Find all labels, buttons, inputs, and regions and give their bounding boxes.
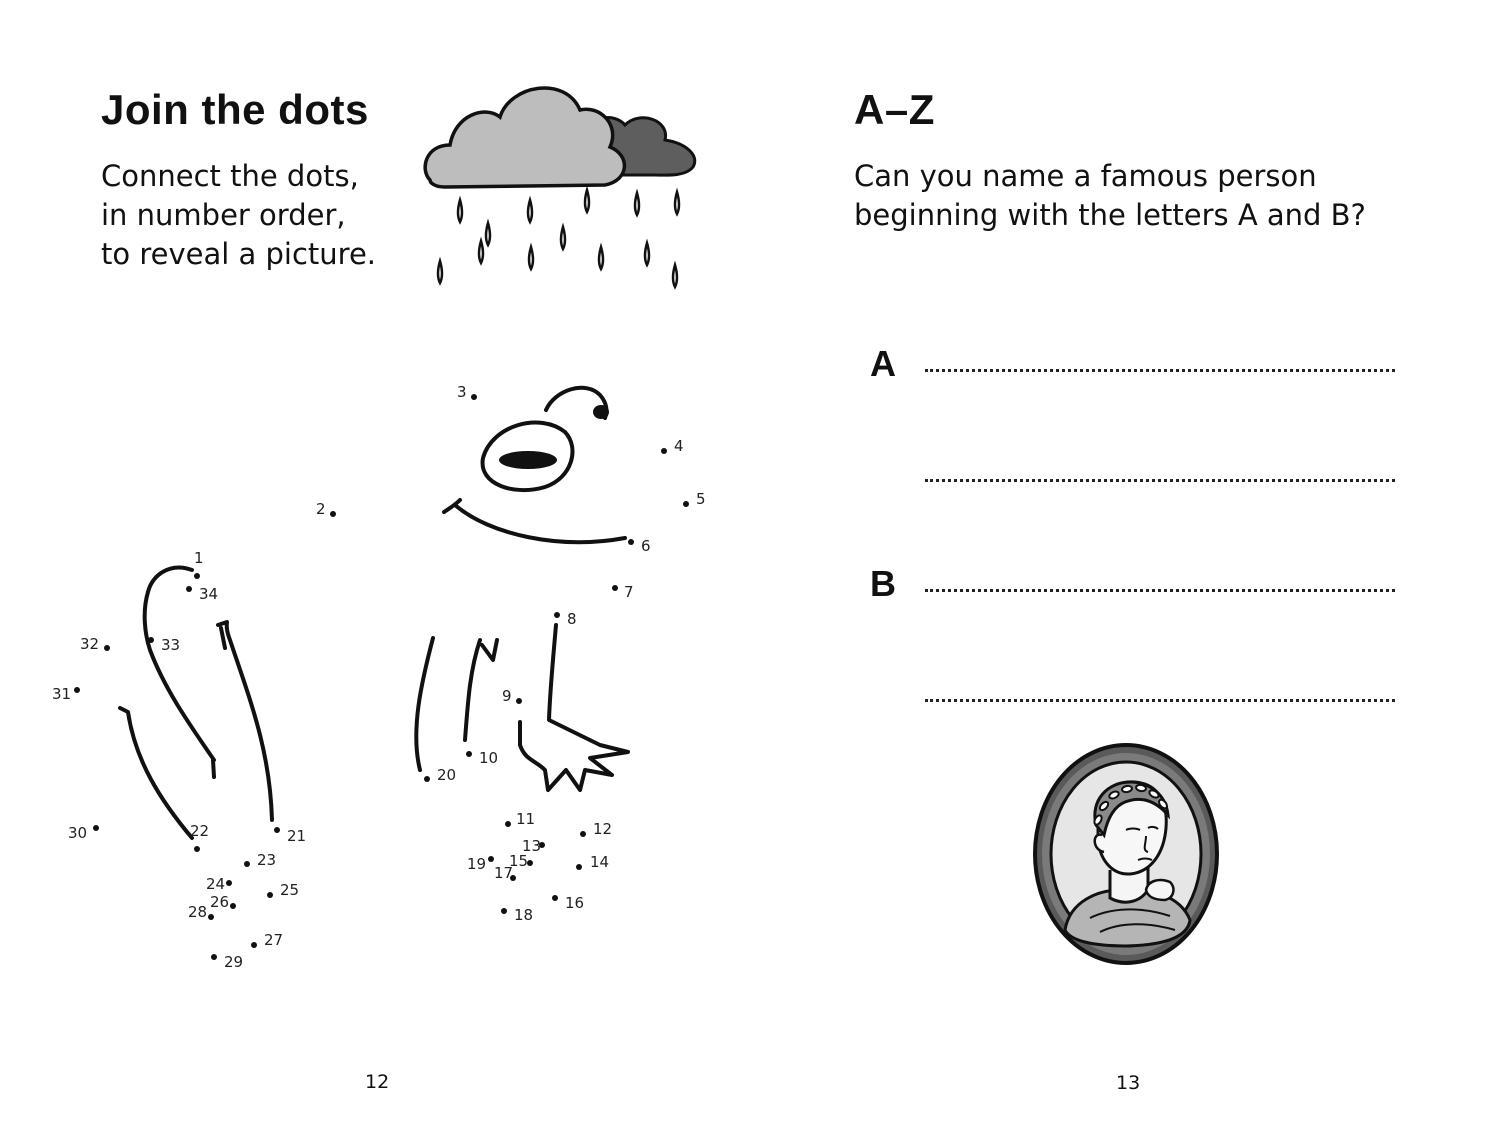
dot-label: 34 bbox=[199, 585, 219, 603]
dot-label: 19 bbox=[467, 855, 487, 873]
dot-label: 28 bbox=[188, 903, 208, 921]
dot-label: 6 bbox=[641, 537, 651, 555]
dot-label: 2 bbox=[316, 500, 326, 518]
dot-label: 13 bbox=[522, 837, 542, 855]
dot-label: 22 bbox=[190, 822, 210, 840]
dot-label: 17 bbox=[494, 864, 514, 882]
page-number: 13 bbox=[1116, 1072, 1141, 1094]
answer-letter-b: B bbox=[870, 563, 896, 604]
dot-label: 5 bbox=[696, 490, 706, 508]
dot-label: 15 bbox=[509, 852, 529, 870]
dot-label: 9 bbox=[502, 687, 512, 705]
answer-line-a-2[interactable] bbox=[925, 479, 1395, 482]
dot-label: 7 bbox=[624, 583, 634, 601]
question-line-2: beginning with the letters A and B? bbox=[854, 198, 1366, 232]
dot-label: 3 bbox=[457, 383, 467, 401]
dot-label: 16 bbox=[565, 894, 585, 912]
answer-row-a bbox=[870, 343, 1400, 383]
dot-label: 23 bbox=[257, 851, 277, 869]
answer-line-b-1[interactable] bbox=[925, 589, 1395, 592]
dot-label: 26 bbox=[210, 893, 230, 911]
answer-letter-a: A bbox=[870, 343, 896, 384]
dot-label: 1 bbox=[194, 549, 204, 567]
dot-label: 4 bbox=[674, 437, 684, 455]
answer-row-b bbox=[870, 563, 1400, 603]
instruction-line-2: in number order, bbox=[101, 198, 346, 232]
dot-label: 25 bbox=[280, 881, 300, 899]
roman-emperor-portrait-icon bbox=[1030, 740, 1225, 970]
dot-label: 21 bbox=[287, 827, 307, 845]
dot-label: 8 bbox=[567, 610, 577, 628]
page-title-join-the-dots: Join the dots bbox=[101, 86, 369, 133]
question-line-1: Can you name a famous person bbox=[854, 159, 1317, 193]
answer-line-b-2[interactable] bbox=[925, 699, 1395, 702]
answer-line-a-1[interactable] bbox=[925, 369, 1395, 372]
dot-label: 10 bbox=[479, 749, 499, 767]
dot-label: 20 bbox=[437, 766, 457, 784]
dot-label: 31 bbox=[52, 685, 72, 703]
dot-label: 27 bbox=[264, 931, 284, 949]
dot-label: 32 bbox=[80, 635, 100, 653]
dot-label: 33 bbox=[161, 636, 181, 654]
dot-label: 24 bbox=[206, 875, 226, 893]
dot-label: 30 bbox=[68, 824, 88, 842]
instruction-line-3: to reveal a picture. bbox=[101, 237, 377, 271]
dot-label: 11 bbox=[516, 810, 536, 828]
instruction-line-1: Connect the dots, bbox=[101, 159, 359, 193]
page-title-a-z: A–Z bbox=[854, 86, 935, 133]
dot-label: 29 bbox=[224, 953, 244, 971]
page-number: 12 bbox=[365, 1071, 390, 1093]
right-page bbox=[750, 0, 1500, 1137]
dot-label: 14 bbox=[590, 853, 610, 871]
dot-label: 18 bbox=[514, 906, 534, 924]
dot-label: 12 bbox=[593, 820, 613, 838]
question bbox=[854, 157, 1366, 235]
